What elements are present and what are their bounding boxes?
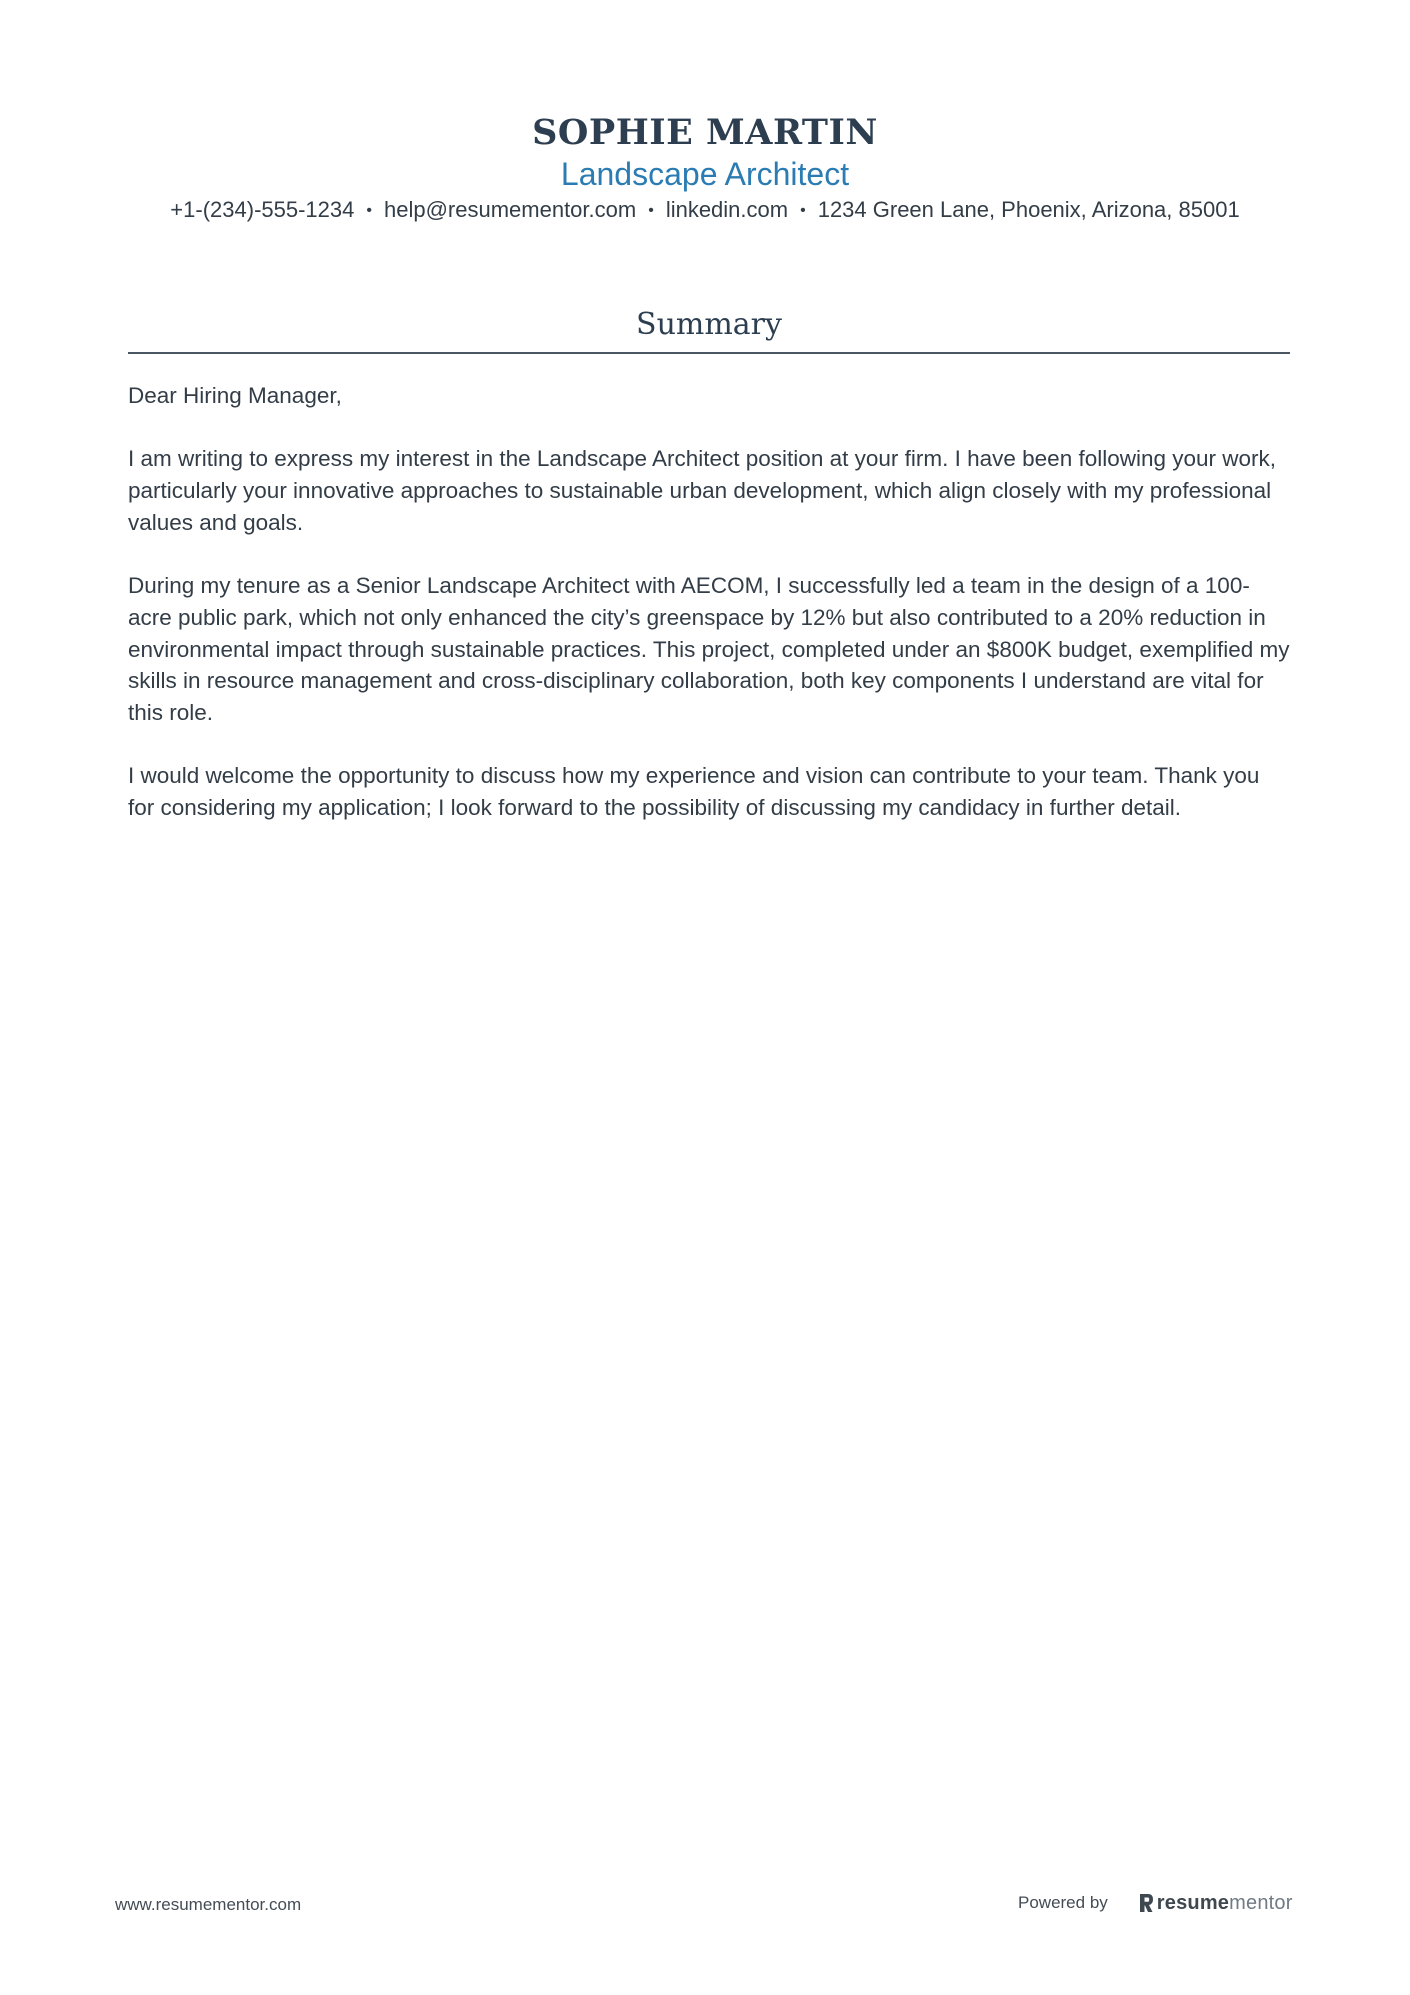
letter-paragraph: I would welcome the opportunity to discuss how my experience and vision can contribute to your team. Thank you for considering my application; I look forward to the possibility of discussing my candidacy in further detail. bbox=[128, 763, 1260, 821]
footer-website[interactable]: www.resumementor.com bbox=[115, 1895, 302, 1914]
contact-separator: • bbox=[366, 202, 372, 219]
contact-separator: • bbox=[648, 202, 654, 219]
powered-by-label: Powered by bbox=[1018, 1893, 1108, 1912]
letter-body bbox=[128, 380, 1290, 855]
section-title-summary: Summary bbox=[636, 307, 782, 342]
resumementor-logo-icon bbox=[1138, 1893, 1154, 1913]
footer-branding bbox=[1018, 1890, 1293, 1916]
contact-separator: • bbox=[800, 202, 806, 219]
contact-linkedin[interactable]: linkedin.com bbox=[665, 197, 789, 222]
resume-header bbox=[0, 112, 1410, 225]
brand-text-mentor: mentor bbox=[1229, 1891, 1293, 1914]
letter-greeting: Dear Hiring Manager, bbox=[128, 383, 342, 408]
brand-text-resume: resume bbox=[1156, 1891, 1230, 1914]
letter-paragraph: I am writing to express my interest in the Landscape Architect position at your firm. I have been following your work, particularly your innovative approaches to sustainable urban development, which align closely with my professional values and goals. bbox=[128, 446, 1277, 535]
contact-email[interactable]: help@resumementor.com bbox=[383, 197, 637, 222]
section-divider bbox=[128, 352, 1290, 354]
letter-paragraph: During my tenure as a Senior Landscape Architect with AECOM, I successfully led a team in the design of a 100-acre public park, which not only enhanced the city’s greenspace by 12% but also contributed to a 20% reduction in environmental impact through sustainable practices. This project, completed under an $800K budget, exemplified my skills in resource management and cross-disciplinary collaboration, both key components I understand are vital for this role. bbox=[128, 573, 1290, 725]
contact-address: 1234 Green Lane, Phoenix, Arizona, 85001 bbox=[817, 197, 1240, 222]
job-title: Landscape Architect bbox=[560, 156, 850, 192]
contact-line bbox=[0, 196, 1410, 225]
contact-phone: +1-(234)-555-1234 bbox=[170, 197, 355, 222]
brand-logo[interactable] bbox=[1138, 1892, 1293, 1915]
candidate-name: SOPHIE MARTIN bbox=[532, 112, 878, 153]
